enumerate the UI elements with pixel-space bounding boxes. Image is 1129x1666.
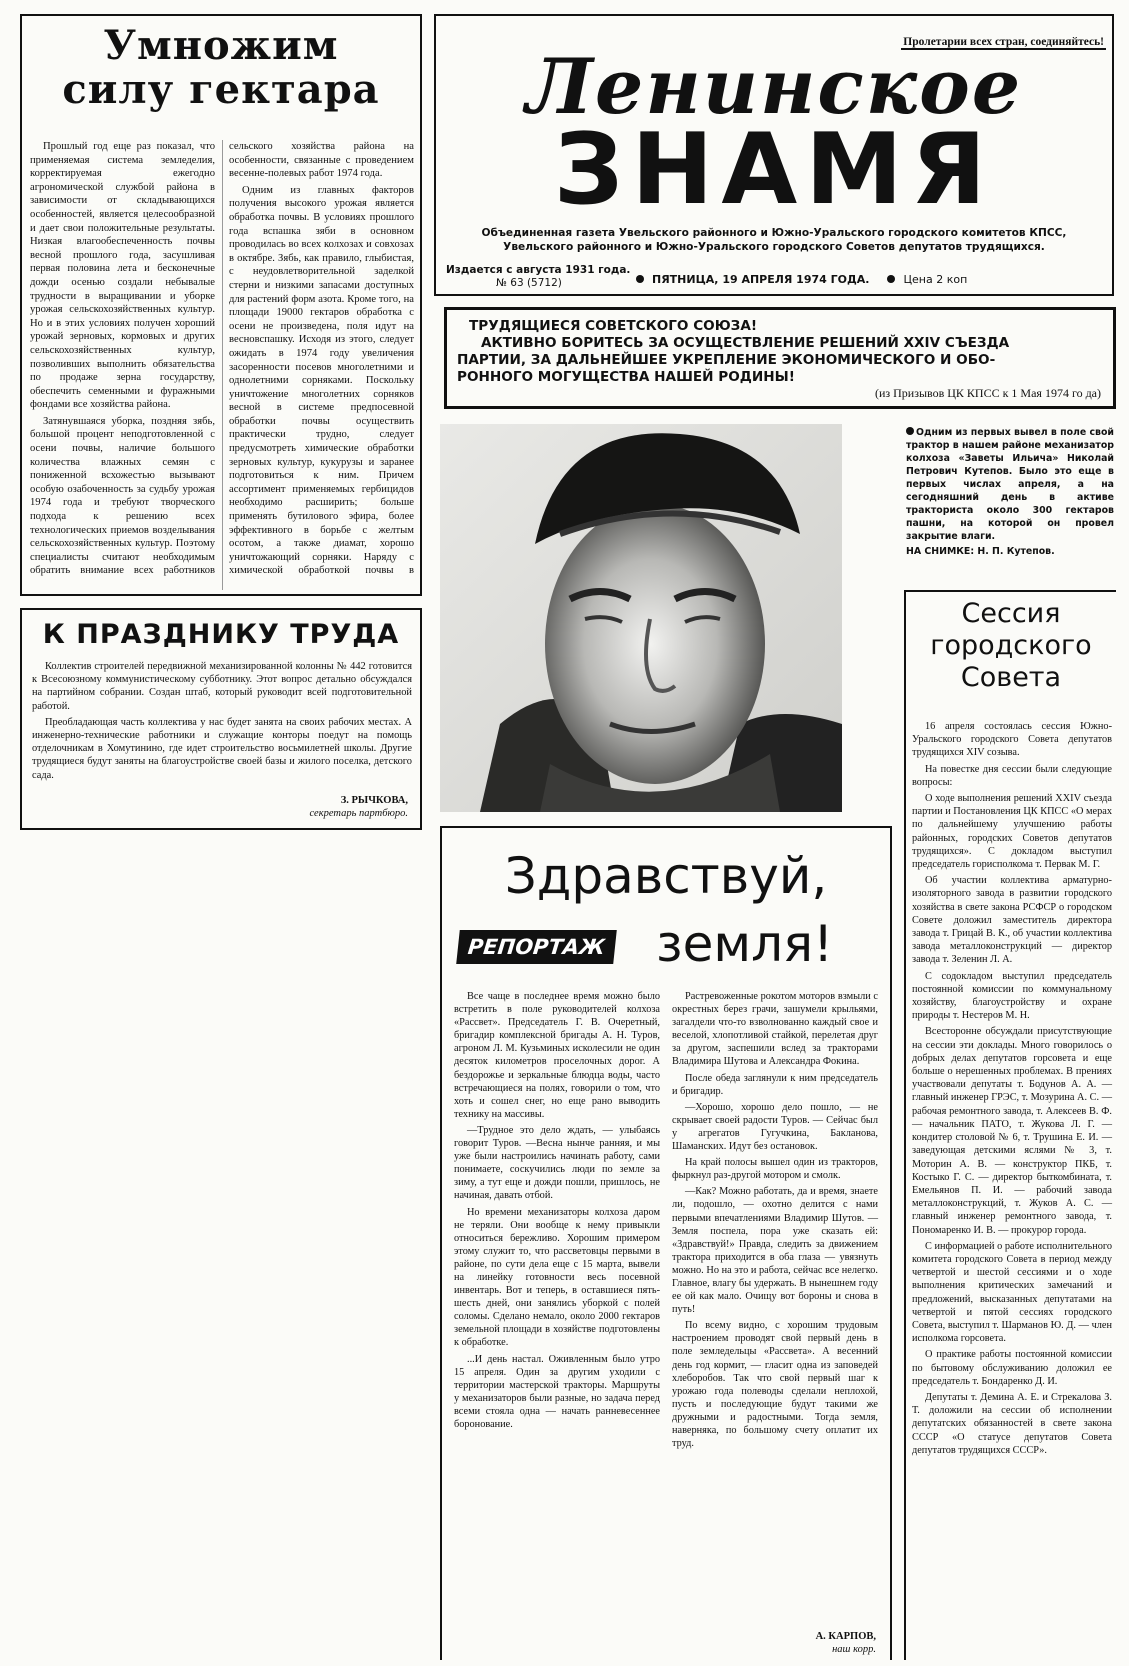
subtitle: Объединенная газета Увельского районного и Южно-Уральского городского комитетов КПСС, Увельского районного и Южно-Уральского городского Советов депутатов трудящихся.	[481, 227, 1067, 253]
photo-caption: Одним из первых вывел в поле свой трактор в нашем районе механизатор колхоза «Заветы Ильича» Николай Петрович Кутепов. Было это еще в первых числах апреля, а на сегодняшний день в активе тракториста около 300 гектаров пашни, на которой он провел закрытие влаги. НА СНИМКЕ: Н. П. Кутепов.	[906, 427, 1114, 557]
appeal-text: ТРУДЯЩИЕСЯ СОВЕТСКОГО СОЮЗА! АКТИВНО БОРИТЕСЬ ЗА ОСУЩЕСТВЛЕНИЕ РЕШЕНИЙ XXIV СЪЕЗДА ПАРТИИ, ЗА ДАЛЬНЕЙШЕЕ УКРЕПЛЕНИЕ ЭКОНОМИЧЕСКОГО И ОБО- РОННОГО МОГУЩЕСТВА НАШЕЙ РОДИНЫ!	[457, 318, 1010, 385]
paragraph: О ходе выполнения решений XXIV съезда партии и Постановления ЦК КПСС «О мерах по дальнейшему улучшению работы районных, городских Советов депутатов трудящихся». С докладом выступил председатель горисполкома т. Первак М. Г.	[912, 793, 1112, 871]
paragraph: По всему видно, с хорошим трудовым настроением проводят свой первый день в поле земледельцы «Рассвета». А весенний день год кормит, — гласит одна из заповедей хлеборобов. Так что свой первый шаг к урожаю года полеводы сделали неплохой, пусть и последующие будут такими же дружными и радостными. Тогда земля, наверняка, по большому счету оплатит их труд.	[672, 1320, 878, 1450]
appeal-box	[444, 307, 1116, 409]
issue-info: Издается с августа 1931 года. № 63 (5712)	[446, 264, 631, 289]
masthead	[434, 14, 1114, 296]
paragraph: На край полосы вышел один из тракторов, фыркнул раз-другой мотором и смолк.	[672, 1157, 878, 1182]
paragraph: Прошлый год еще раз показал, что применяемая система земледелия, корректируемая ежегодно агрономической службой района в зависимости от складывающихся особенностей, является целесообразной и дает свои положительные результаты. Низкая влагообеспеченность почвы весной прошлого года, засушливая первая половина лета и бесконечные дожди осенью создали небывалые трудности в выращивании и уборке урожая сельскохозяйственных культур. Но и в этих условиях получен хороший урожай зерновых, кормовых и других сельскохозяйственных культур, позволивших выполнить обязательства по продаже зерна государству, обеспечить семенными и фуражными фондами все хозяйства района.	[30, 141, 215, 411]
paragraph: —Как? Можно работать, да и время, знаете ли, подошло, — охотно делится с нами первыми впечатлениями Владимир Шутов. — Земля поспела, пора уже сказать ей: «Здравствуй!» Правда, следить за движением трактора приходится в оба глаза — увязнуть можно. Но на это и работа, сейчас все нелегко. Главное, влагу бы удержать. В нынешнем году ее ой как мало. Очищу вот бороны и снова в путь!	[672, 1186, 878, 1316]
paragraph: ...И день настал. Оживленным было утро 15 апреля. Один за другим уходили с территории мастерской тракторы. Маршруты у механизаторов были разные, но задача перед всеми стояла одна — начать ранневесеннее боронование.	[454, 1353, 660, 1430]
paragraph: Одним из главных факторов получения высокого урожая является обработка почвы. В условиях прошлого года вспашка зяби в основном проводилась во всех колхозах и совхозах в октябре. Зябь, как правило, глыбистая, с неудовлетворительной заделкой стерни и низкими запасами доступных для растений форм азота. Кроме того, на площади 19000 гектаров обработка с осени не произведена, поля идут на весновспашку. Исходя из этого, следует ожидать в 1974 году увеличения засоренности посевов многолетними и однолетними сорняками. Поскольку уничтожение многолетних сорняков весной в системе предпосевной обработки почвы осуществить практически трудно, следует предусмотреть химические обработки зерновых культур, кукурузы и заранее подготовиться к ним. Причем ассортимент применяемых гербицидов необходимо расширить; больше применять бутилового эфира, более эффективного в борьбе с желтым осотом, а также диамат, хорошо уничтожающий сорняки. Наряду с химической обработкой почвы в	[229, 184, 414, 577]
bullet-icon	[906, 427, 914, 435]
reportage-badge: РЕПОРТАЖ	[456, 930, 616, 964]
article-labor-holiday	[20, 608, 422, 830]
article-city-council-session	[904, 590, 1116, 1660]
newspaper-title-line1: Ленинское	[525, 42, 1023, 131]
article-body	[454, 990, 878, 1626]
article-title: Сессия городского Совета	[930, 598, 1092, 693]
paragraph: Всесторонне обсуждали присутствующие на сессии эти доклады. Много говорилось о добрых делах депутатов горсовета и еще больше о нерешенных проблемах. В прениях участвовали депутаты т. Бодунов А. А. — главный инженер ГРЭС, т. Мозурина А. С. — рабочая ремонтного завода, т. Алексеев В. Ф. — начальник ПАТО, т. Жукова Л. Г. — кондитер столовой № 6, т. Трушина Е. И. — заведующая детскими яслями № 3, т. Моторин А. В. — конструктор ПКБ, т. Костыко Г. С. — директор быткомбината, т. Емельянов П. И. — рабочий завода металлоконструкций, т. Жуков А. С. — главный инженер ремонтного завода, т. Пономаренко И. В. — прокурор города.	[912, 1026, 1112, 1236]
article-title: Умножим силу гектара	[62, 22, 380, 113]
slogan: Пролетарии всех стран, соединяйтесь!	[903, 36, 1104, 48]
signature: З. РЫЧКОВА, секретарь партбюро.	[309, 795, 408, 819]
paragraph: Преобладающая часть коллектива у нас будет занята на своих рабочих местах. А инженерно-технические работники и служащие конторы поедут на помощь отделочникам в Хомутинино, где идет строительство восьмилетней школы. Другие трудящиеся будут заняты на благоустройстве своей базы и жилого поселка, детского сада.	[32, 716, 412, 781]
paragraph: С содокладом выступил председатель постоянной комиссии по коммунальному хозяйству, благоустройству и охране природы т. Нестеров М. Н.	[912, 970, 1112, 1022]
bullet-icon	[887, 275, 895, 283]
appeal-source: (из Призывов ЦК КПСС к 1 Мая 1974 го да)	[874, 386, 1101, 400]
article-body	[32, 660, 412, 785]
article-body	[30, 140, 414, 590]
paragraph: После обеда заглянули к ним председатель и бригадир.	[672, 1072, 878, 1097]
article-body	[912, 720, 1112, 1460]
newspaper-title-line2: ЗНАМЯ	[553, 113, 995, 227]
article-multiply-hectare	[20, 14, 422, 596]
article-title: К ПРАЗДНИКУ ТРУДА	[42, 619, 400, 650]
paragraph: Все чаще в последнее время можно было встретить в поле руководителей колхоза «Рассвет». Председатель Г. В. Очеретный, бригадир комплексной бригады А. Н. Туров, агроном Л. М. Кузьминых исколесили не один десяток километров проселочных дорог. А бездорожье и зеркальные блюдца воды, часто встречающиеся на полях, говорили о том, что хоть и сошел снег, но еще рано выводить технику на массивы.	[454, 991, 660, 1120]
paragraph: Коллектив строителей передвижной механизированной колонны № 442 готовится к Всесоюзному коммунистическому субботнику. Этот вопрос детально обсуждался на партийном собрании. Создан штаб, который руководит всей подготовительной работой.	[32, 661, 412, 712]
paragraph: На повестке дня сессии были следующие вопросы:	[912, 763, 1112, 788]
paragraph: Депутаты т. Демина А. Е. и Стрекалова З. Т. доложили на сессии об исполнении депутатских обязанностей в свете закона СССР «О статусе депутатов Совета депутатов трудящихся СССР».	[912, 1391, 1112, 1456]
paragraph: —Трудное это дело ждать, — улыбаясь говорит Туров. —Весна нынче ранняя, и мы уже были настроились начинать работу, сами понимаете, соскучились люди по земле за зиму, а тут еще и дожди пошли, пришлось, не начиная, давать отбой.	[454, 1124, 660, 1202]
photo-kutepov	[440, 424, 842, 812]
paragraph: Об участии коллектива арматурно-изоляторного завода в развитии городского хозяйства в свете закона РСФСР о городском Совете доложил заместитель директора завода т. Грицай В. К., об участии коллектива завода металлоконструкций — директор завода т. Зеленин Л. А.	[912, 875, 1112, 966]
bullet-icon	[636, 275, 644, 283]
paragraph: О практике работы постоянной комиссии по бытовому обслуживанию доложил ее председатель т. Бондаренко Д. И.	[912, 1349, 1112, 1387]
paragraph: Затянувшаяся уборка, поздняя зябь, большой процент неподготовленной с осени почвы, наличие большого количества влажных семян с пониженной всхожестью вызывают особую озабоченность за судьбу урожая 1974 года и требуют творческого подхода к решению всех технологических приемов возделывания сельскохозяйственных культур. Поэтому специалисты считают необходимым обратить внимание всех работников сельского хозяйства района на особенности, связанные с проведением весенне-полевых работ 1974 года.	[30, 141, 414, 577]
tractor-driver-photo	[440, 424, 842, 812]
article-reportage	[440, 826, 892, 1660]
paragraph: Растревоженные рокотом моторов взмыли с окрестных берез грачи, зашумели крыльями, загалдели что-то взволнованно каждый свое и веселой, хлопотливой стайкой, перелетая друг за другом, заспешили вслед за тракторами Владимира Шутова и Александра Фокина.	[672, 991, 878, 1068]
paragraph: Но времени механизаторы колхоза даром не теряли. Они вообще к нему привыкли относиться бережливо. Хорошим примером этому служит то, что рассветовцы первыми в районе, по сути дела еще с 15 марта, вывели на линейку готовности весь посевной инвентарь. Вот и теперь, в оставшиеся пять-шесть дней, они занялись уборкой с полей соломы. Сделано немало, около 2000 гектаров земельной площади в хозяйстве подготовлены к обработке.	[454, 1206, 660, 1349]
reportage-title-line1: Здравствуй,	[504, 847, 828, 905]
signature: А. КАРПОВ, наш корр.	[815, 1631, 876, 1655]
paragraph: 16 апреля состоялась сессия Южно-Уральского городского Совета депутатов трудящихся XIV созыва.	[912, 721, 1112, 759]
photo-credit: НА СНИМКЕ: Н. П. Кутепов.	[906, 546, 1055, 557]
reportage-title-line2: земля!	[656, 915, 834, 973]
date-line: ПЯТНИЦА, 19 АПРЕЛЯ 1974 ГОДА. Цена 2 коп	[636, 273, 967, 286]
paragraph: С информацией о работе исполнительного комитета городского Совета в период между четвертой и шестой сессиями и о ходе выполнения критических замечаний и предложений, высказанных депутатами на четвертой и пятой сессиях городского Совета, выступил т. Шарманов Ю. Д. — член исполкома горсовета.	[912, 1240, 1112, 1345]
paragraph: —Хорошо, хорошо дело пошло, — не скрывает своей радости Туров. — Сейчас был у агрегатов Гугучкина, Бакланова, Шаманских. Идут без остановок.	[672, 1101, 878, 1153]
